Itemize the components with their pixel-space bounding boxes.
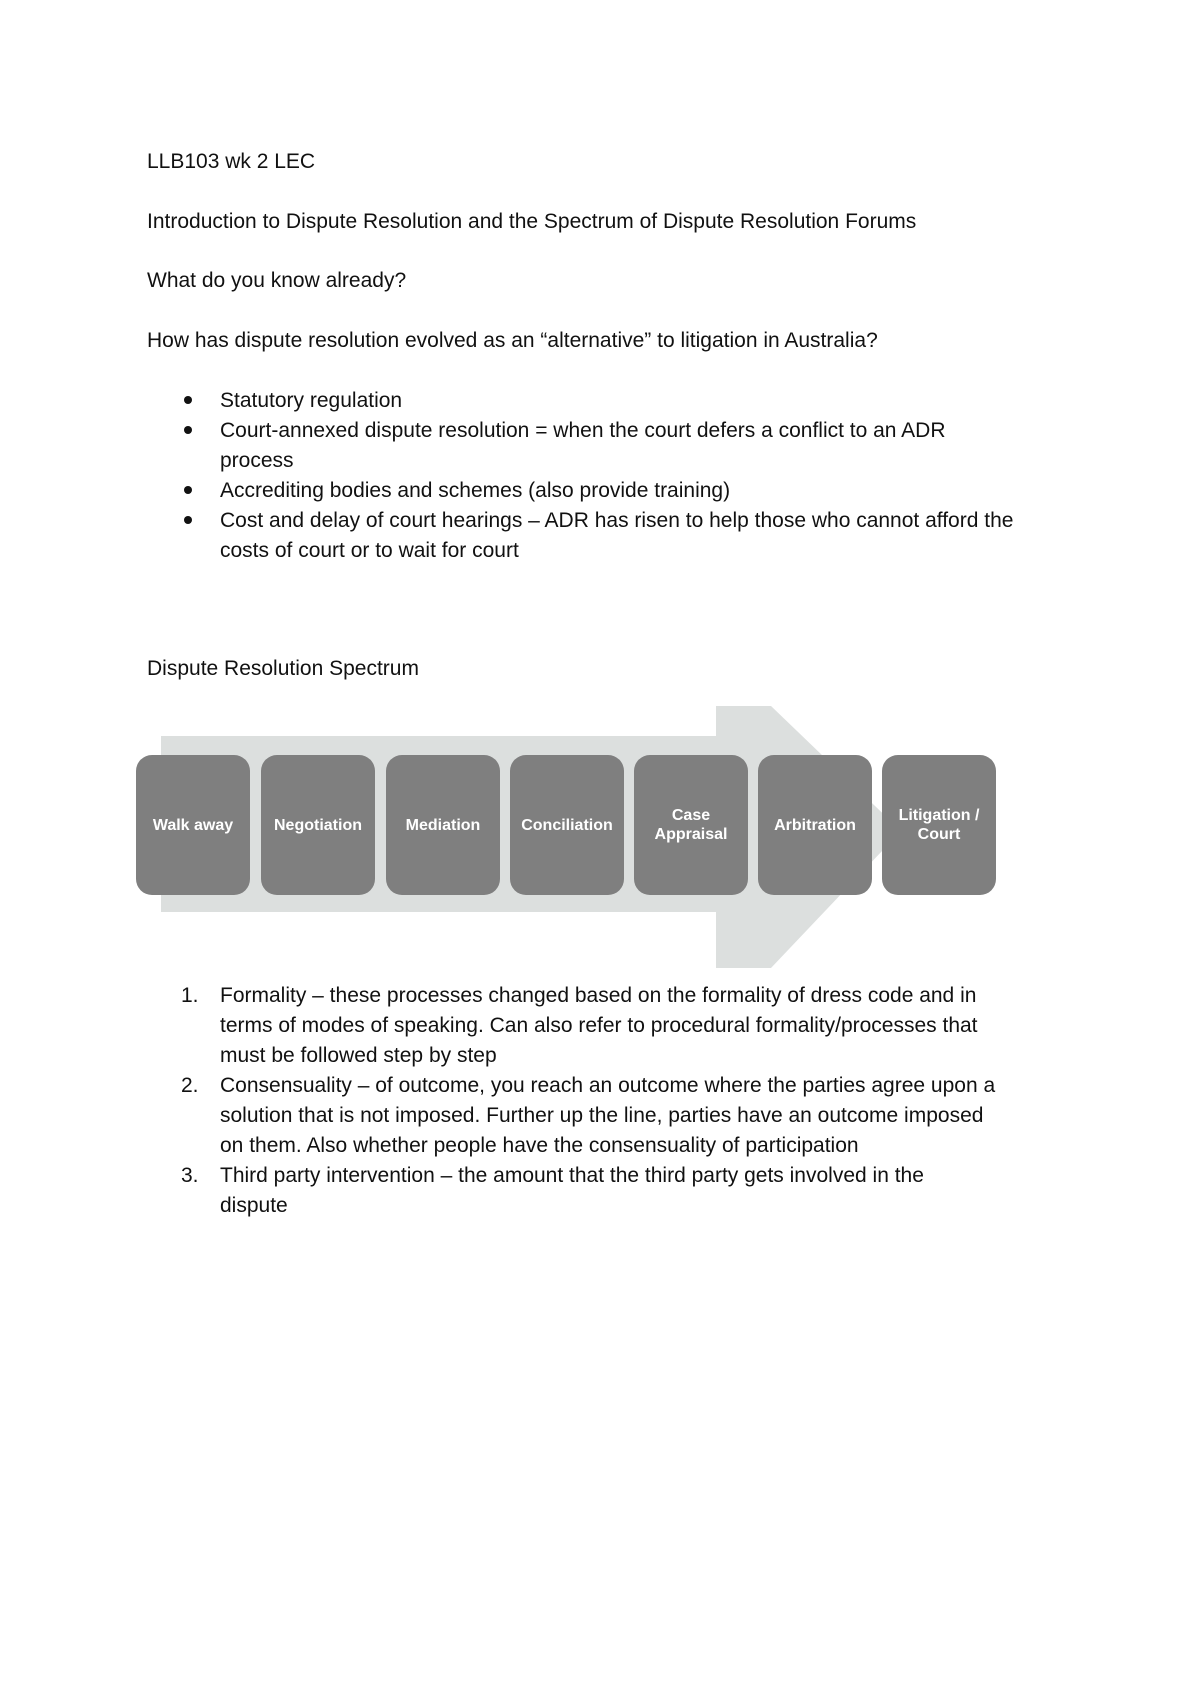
question-evolution: How has dispute resolution evolved as an “alternative” to litigation in Australia?: [147, 329, 878, 352]
spectrum-heading: Dispute Resolution Spectrum: [147, 657, 419, 680]
criteria-text-line: must be followed step by step: [220, 1044, 497, 1067]
list-number: 1.: [181, 984, 199, 1007]
bullet-item: [147, 476, 1087, 506]
criteria-text-line: dispute: [220, 1194, 288, 1217]
criteria-text-line: Third party intervention – the amount that the third party gets involved in the: [220, 1164, 924, 1187]
criteria-item: [147, 1071, 1087, 1161]
stage-label: Arbitration: [774, 816, 856, 834]
criteria-text-line: solution that is not imposed. Further up the line, parties have an outcome imposed: [220, 1104, 984, 1127]
question-know-already: What do you know already?: [147, 269, 407, 292]
stage-case-appraisal: [634, 755, 748, 895]
stage-label: Mediation: [405, 816, 481, 834]
criteria-text-line: Consensuality – of outcome, you reach an outcome where the parties agree upon a: [220, 1074, 996, 1097]
stage-label: Walk away: [152, 816, 234, 834]
spectrum-criteria-list: [147, 981, 1087, 1221]
bullet-text-line: Cost and delay of court hearings – ADR has risen to help those who cannot afford the: [220, 509, 1014, 532]
criteria-text-line: Formality – these processes changed based on the formality of dress code and in: [220, 984, 977, 1007]
criteria-item: [147, 981, 1087, 1071]
evolution-bullet-list: [147, 386, 1087, 566]
stage-label: Conciliation: [521, 816, 613, 834]
stage-mediation: [386, 755, 500, 895]
list-number: 3.: [181, 1164, 199, 1187]
bullet-text-line: Accrediting bodies and schemes (also provide training): [220, 479, 731, 502]
criteria-text-line: on them. Also whether people have the consensuality of participation: [220, 1134, 859, 1157]
stage-label: Litigation / Court: [898, 807, 980, 843]
stage-arbitration: [758, 755, 872, 895]
stage-label: Case Appraisal: [654, 807, 728, 843]
criteria-text-line: terms of modes of speaking. Can also refer to procedural formality/processes that: [220, 1014, 978, 1037]
bullet-item: [147, 386, 1087, 416]
criteria-item: [147, 1161, 1087, 1221]
doc-title: Introduction to Dispute Resolution and the Spectrum of Dispute Resolution Forums: [147, 210, 917, 233]
list-number: 2.: [181, 1074, 199, 1097]
bullet-item: [147, 416, 1087, 476]
dispute-resolution-spectrum-diagram: [133, 700, 1013, 980]
bullet-text-line: Court-annexed dispute resolution = when the court defers a conflict to an ADR: [220, 419, 946, 442]
bullet-text-line: process: [220, 449, 294, 472]
doc-heading: LLB103 wk 2 LEC: [147, 150, 316, 173]
stage-walk-away: [136, 755, 250, 895]
bullet-item: [147, 506, 1087, 566]
bullet-text-line: Statutory regulation: [220, 389, 403, 412]
bullet-text-line: costs of court or to wait for court: [220, 539, 519, 562]
stage-label: Negotiation: [274, 816, 362, 834]
stage-litigation-court: [882, 755, 996, 895]
stage-conciliation: [510, 755, 624, 895]
stage-negotiation: [261, 755, 375, 895]
